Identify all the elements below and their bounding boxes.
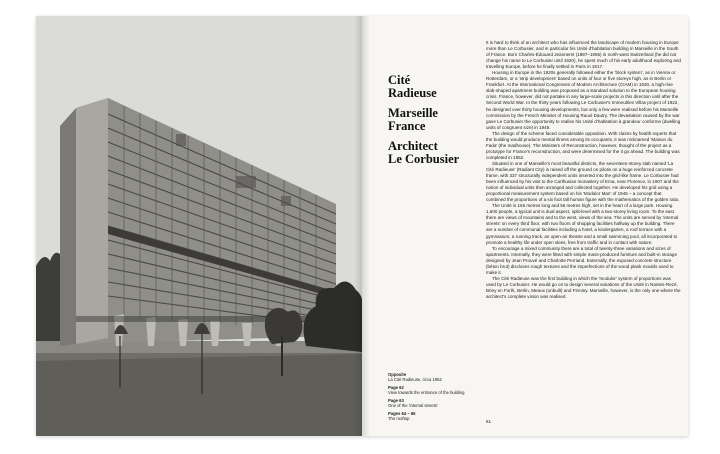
body-paragraph: The design of the scheme faced considerable opposition. With claims by health experts that the building would produce mental illness among its occupants, it was nicknamed 'Maison du Fada' (the madhouse). The Ministers of Reconstruction, however, thought of the project as a prototype for France's reconstruction, and were determined for the it go ahead. The building was completed in 1952. — [486, 130, 680, 160]
caption-item — [388, 385, 488, 395]
book-spread — [36, 16, 688, 436]
body-paragraph: The Cité Radieuse was the first building in which the 'modulor' system of proportions was used by Le Corbusier. He would go on to design several variations of the Unité in Nantes-Rezé, Briey en Forêt, Berlin, Meaux (unbuilt) and Firminy. Marseille, however, is the only one where the architect's complete vision was realised. — [486, 275, 681, 299]
title-line: Le Corbusier — [388, 151, 460, 166]
caption-head: Page 63 — [388, 398, 404, 403]
title-line: Marseille — [388, 106, 438, 120]
caption-text: The rooftop — [388, 416, 410, 422]
title-line: France — [388, 118, 426, 133]
body-paragraph: To encourage a mixed community there are a total of twenty-three variations and sizes of apartments. Internally, they were fitted with simple mass-produced furniture and built-in storage designed by Jean Prouvé and Charlotte Perriand. Externally, the exposed concrete structure (béton brut) discloses rough textures and the imperfections of the wood plank moulds used to make it. — [486, 245, 677, 275]
body-paragraph: The Unité is 165 metres long and 56 metres high, set in the heart of a large park. Housing 1,600 people, a typical unit is dual aspect, split-level with a two-storey living room. To the east there are views of mountains and to the west, views of the sea. The units are served by 'internal streets' on every third floor, with two floors of shopping facilities halfway up the building. There are a number of communal facilities including a hotel, a kindergarten, a roof terrace with a gymnasium, a running track, an open-air theatre and a small swimming pool, all incorporated to promote a healthy life under open skies, free from traffic and in contact with nature. — [486, 203, 679, 245]
caption-head: Pages 64 – 65 — [388, 411, 416, 416]
caption-text: One of the 'internal streets' — [388, 403, 438, 409]
page-number: 61 — [486, 419, 492, 424]
caption-item — [388, 372, 488, 382]
caption-head: Page 62 — [388, 385, 404, 390]
title-group-3 — [388, 140, 488, 165]
page-title — [388, 74, 488, 173]
title-line: Radieuse — [388, 85, 437, 100]
body-paragraph: It is hard to think of an architect who has influenced the landscape of modern housing in Europe more than Le Corbusier, and in particular his Unité d'habitation building in Marseille in the South of France. Born Charles-Édouard Jeanneret (1887–1965) in north-west Switzerland (he did not change his name to Le Corbusier until 1920), he spent much of his early adulthood exploring and travelling Europe, before he finally settled in Paris in 1917. — [486, 40, 681, 70]
body-paragraph: Housing in Europe in the 1920s generally followed either the 'block system', as in Vienna or Rotterdam, or a 'strip development' based on units of four or five storeys high, as in Berlin or Frankfurt. At the International Congresses of Modern Architecture (CIAM) in 1930, a high-rise slab-shaped apartment building was proposed as a standard solution to the European housing crisis. France, however, did not partake in any large-scale projects in this direction until after the Second World War. In the thirty years following Le Corbusier's Immeubles Villas project of 1922, he designed over thirty housing developments, but only a few were realised before his Marseille commission by the French Minister of Housing Raoul Dautry. The devastation caused by the war gave Le Corbusier the opportunity to realise his Unité d'habitation à grandeur conforme (dwelling units of congruent size) in 1945. — [486, 70, 681, 130]
article-body — [486, 40, 682, 300]
title-group-1 — [388, 74, 488, 99]
caption-item — [388, 398, 488, 408]
title-line: Architect — [388, 139, 438, 153]
caption-text: La Cité Radieuse, circa 1952 — [388, 377, 442, 383]
building-photograph — [36, 16, 362, 436]
title-line: Cité — [388, 73, 411, 87]
title-group-2 — [388, 107, 488, 132]
left-page-photo — [36, 16, 362, 436]
photo-captions — [388, 372, 488, 424]
caption-item — [388, 411, 488, 421]
caption-text: View towards the entrance of the building — [388, 390, 465, 396]
body-paragraph: Situated in one of Marseille's most beautiful districts, the seventeen-storey slab named 'La Cité Radieuse' (Radiant City) is raised off the ground on pilotis on a huge reinforced concrete frame, with 337 structurally independent units inserted into the grid-like frame. Le Corbusier had been influenced by his visit to the Carthusian monastery of Ema, near Florence, in 1907 and the notion of individual units then arranged and collected together. He developed his grid using a proportional measurement system based on his 'Modulor Man' of 1945 – a concept that combined the proportions of a six foot tall human figure with the mathematics of the golden ratio. — [486, 160, 680, 203]
caption-head: Opposite — [388, 372, 407, 377]
